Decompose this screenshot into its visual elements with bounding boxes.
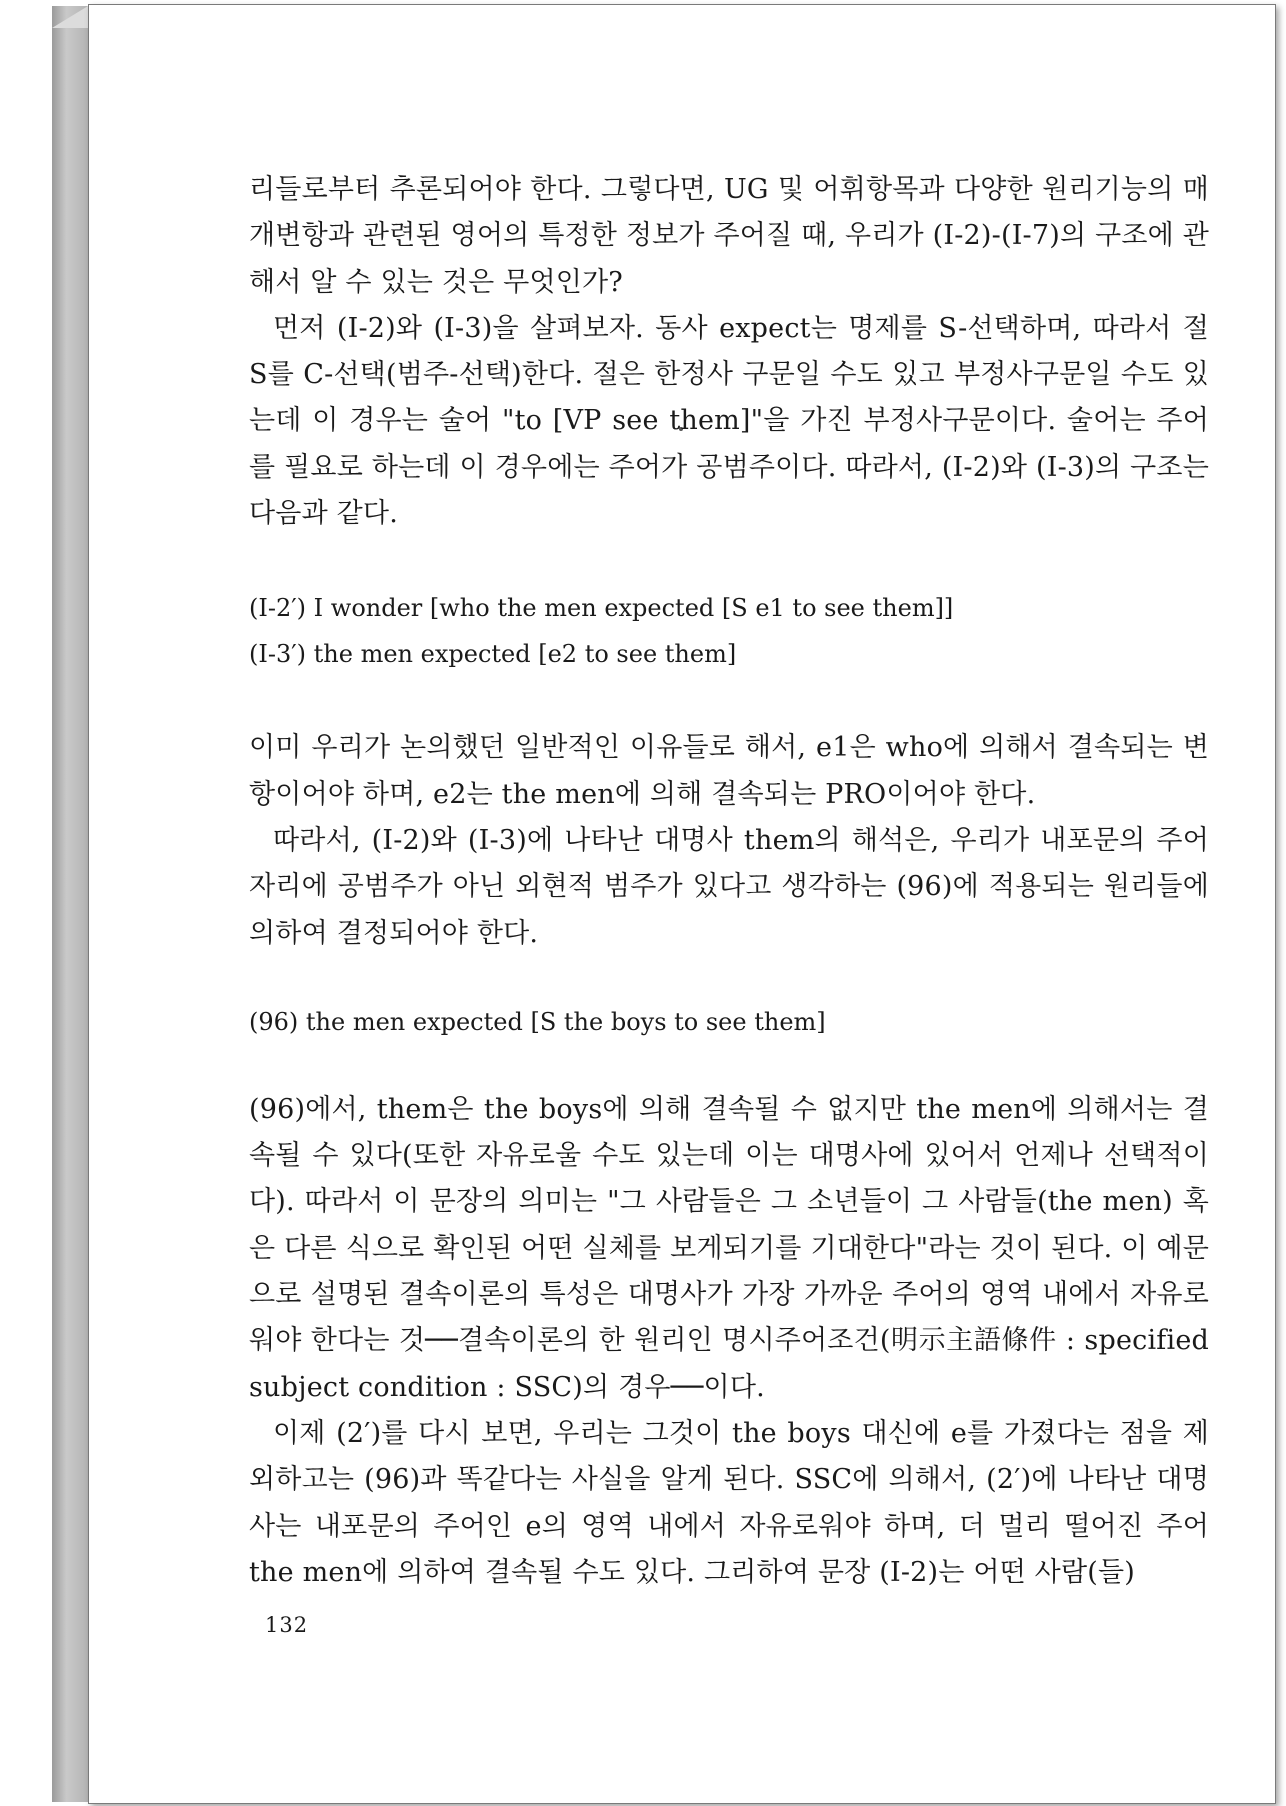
- page-number: 132: [265, 1613, 309, 1637]
- example-sentence: (I-3′) the men expected [e2 to see them]: [249, 640, 737, 669]
- spacer: [249, 677, 1209, 725]
- example-sentence: (I-2′) I wonder [who the men expected [S e1 to see them]]: [249, 594, 954, 623]
- spacer: [249, 1045, 1209, 1087]
- spacer: [249, 957, 1209, 999]
- book-spine-top: [52, 6, 88, 28]
- paragraph: 리들로부터 추론되어야 한다. 그렇다면, UG 및 어휘항목과 다양한 원리기능의 매개변항과 관련된 영어의 특정한 정보가 주어질 때, 우리가 (I-2)-(I-7)의 구조에 관해서 알 수 있는 것은 무엇인가?: [249, 174, 1209, 298]
- paragraph: 이제 (2′)를 다시 보면, 우리는 그것이 the boys 대신에 e를 가졌다는 점을 제외하고는 (96)과 똑같다는 사실을 알게 된다. SSC에 의해서, (2′)에 나타난 대명사는 내포문의 주어인 e의 영역 내에서 자유로워야 하며, 더 멀리 떨어진 주어 the men에 의하여 결속될 수도 있다. 그리하여 문장 (I-2)는 어떤 사람(들): [249, 1417, 1209, 1588]
- book-page: [88, 4, 1276, 1804]
- book-spine: [52, 6, 88, 1802]
- example-sentence: (96) the men expected [S the boys to see them]: [249, 1007, 826, 1036]
- paragraph: 따라서, (I-2)와 (I-3)에 나타난 대명사 them의 해석은, 우리가 내포문의 주어자리에 공범주가 아닌 외현적 범주가 있다고 생각하는 (96)에 적용되는 원리들에 의하여 결정되어야 한다.: [249, 824, 1209, 949]
- paragraph: 이미 우리가 논의했던 일반적인 이유들로 해서, e1은 who에 의해서 결속되는 변항이어야 하며, e2는 the men에 의해 결속되는 PRO이어야 한다.: [249, 732, 1209, 810]
- paragraph: 먼저 (I-2)와 (I-3)을 살펴보자. 동사 expect는 명제를 S-선택하며, 따라서 절 S를 C-선택(범주-선택)한다. 절은 한정사 구문일 수도 있고 부정사구문일 수도 있는데 이 경우는 술어 "to [VP see them]"을 가진 부정사구문이다. 술어는 주어를 필요로 하는데 이 경우에는 주어가 공범주이다. 따라서, (I-2)와 (I-3)의 구조는 다음과 같다.: [249, 312, 1209, 530]
- spacer: [249, 537, 1209, 585]
- page-body: [249, 167, 1209, 1596]
- paragraph: (96)에서, them은 the boys에 의해 결속될 수 없지만 the men에 의해서는 결속될 수 있다(또한 자유로울 수도 있는데 이는 대명사에 있어서 언제나 선택적이다). 따라서 이 문장의 의미는 "그 사람들은 그 소년들이 그 사람들(the men) 혹은 다른 식으로 확인된 어떤 실체를 보게되기를 기대한다"라는 것이 된다. 이 예문으로 설명된 결속이론의 특성은 대명사가 가장 가까운 주어의 영역 내에서 자유로워야 한다는 것──결속이론의 한 원리인 명시주어조건(明示主語條件 : specified subject condition : SSC)의 경우──이다.: [249, 1093, 1209, 1403]
